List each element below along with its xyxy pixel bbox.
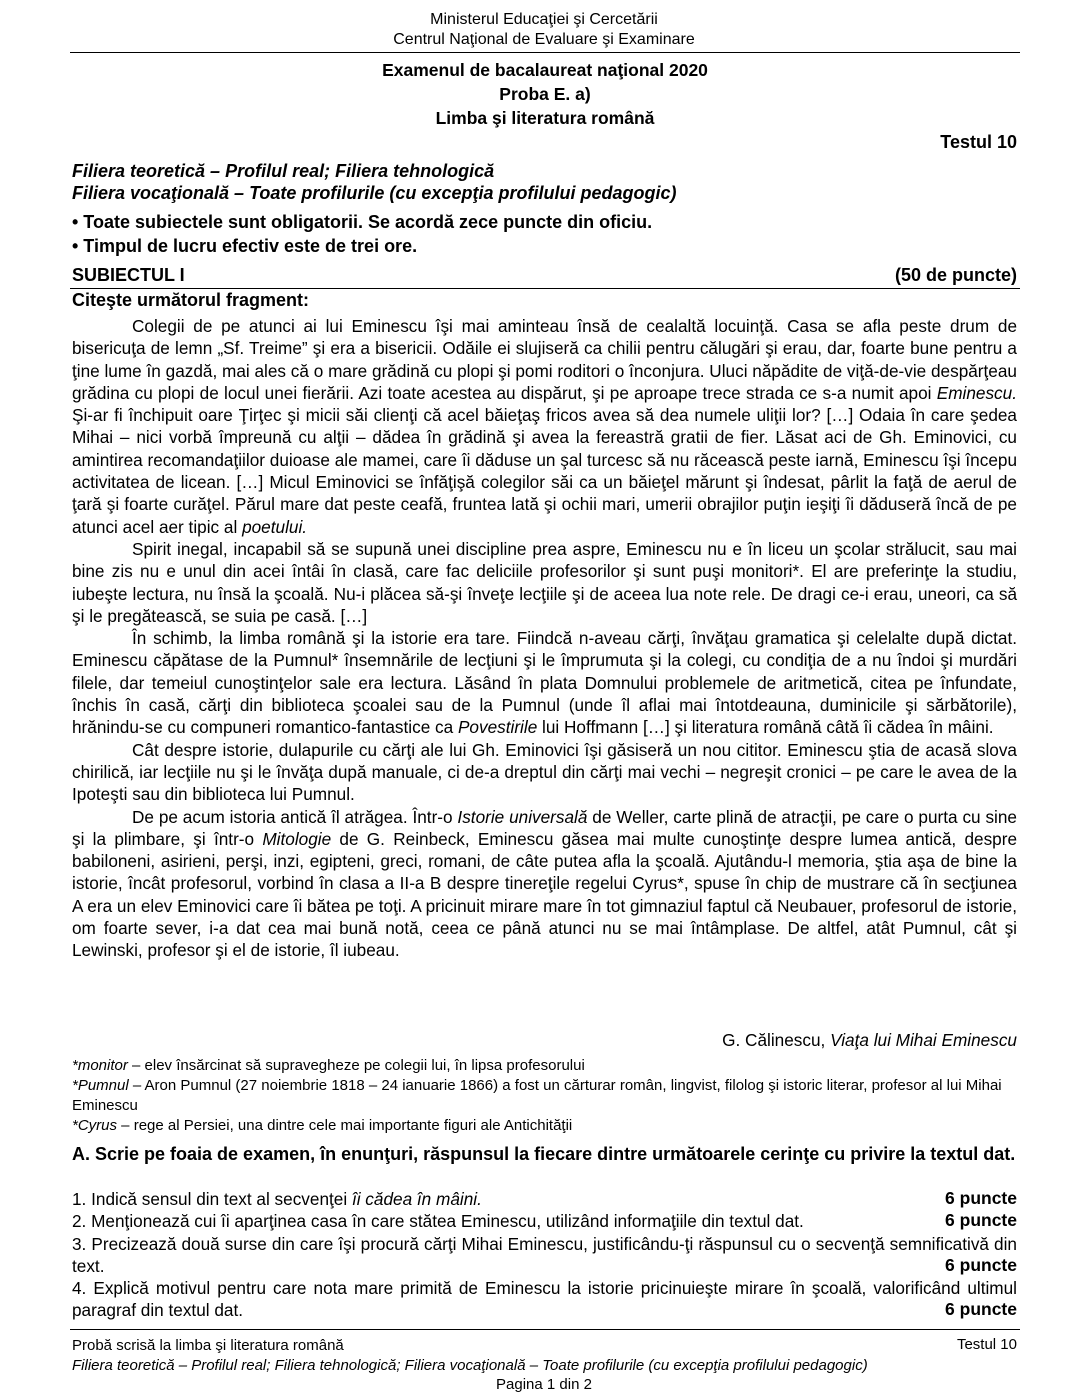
source-citation: G. Călinescu, Viaţa lui Mihai Eminescu — [722, 1030, 1017, 1050]
section-instruction: Citeşte următorul fragment: — [72, 290, 310, 310]
requirements-title: A. Scrie pe foaia de examen, în enunţuri, răspunsul la fiecare dintre următoarele cerinţe cu privire la textul dat. — [72, 1144, 1016, 1164]
footer-exam-name: Probă scrisă la limba şi literatura română — [72, 1337, 344, 1354]
footer-divider — [70, 1329, 1020, 1330]
filiera-line-1: Filiera teoretică – Profilul real; Filiera tehnologică — [72, 161, 495, 181]
section-divider — [70, 288, 1020, 289]
paragraph-1: Colegii de pe atunci ai lui Eminescu îşi mai aminteau însă de cealaltă locuinţă. Casa se afla peste drum de bisericuţa de lemn „Sf. Treime” şi era a bisericii. Odăile ei slujiseră ca chilii pentru călugări şi erau, dar, foarte bune pentru a ţine lume în gazdă, mai ales că o mare grădină cu plopi şi pomi roditori o înconjura. Uluci năpădite de viţă-de-vie despărţeau grădina cu plopi de locul unei fierării. Azi toate acestea au dispărut, şi pe aproape trece strada ce s-a numit apoi Eminescu. Şi-ar fi închipuit oare Ţirţec şi micii săi clienţi că acel băieţaş fricos avea să dea numele uliţii lor? […] Odaia în care şedea Mihai – nici vorbă împreună cu alţii – dădea în grădină şi avea la fereastră gratii de fier. Lăsat aci de Gh. Eminovici, cu amintirea recomandaţiilor duioase ale mamei, care îi dăduse un şal turcesc să nu răcească peste iarnă, Eminescu îşi începu activitatea de licean. […] Micul Eminovici se înfăţişă colegilor săi ca un băieţel mărunt şi îndesat, pârlit la faţă de aerul de ţară şi foarte curăţel. Părul mare dat peste ceafă, fruntea lată şi ochii mari, umerii obrajilor puţin ieşiţi îi dăduseră încă de pe atunci acel aer tipic al poetului. — [72, 316, 1017, 537]
footnotes — [72, 1056, 1022, 1136]
rule-item: • Toate subiectele sunt obligatorii. Se acordă zece puncte din oficiu. — [72, 212, 653, 232]
rule-item: • Timpul de lucru efectiv este de trei ore. — [72, 236, 418, 256]
footer-filiera: Filiera teoretică – Profilul real; Filiera tehnologică; Filiera vocaţională – Toate profilurile (cu excepţia profilului pedagogic) — [72, 1357, 868, 1374]
requirement-3-points: 6 puncte — [945, 1255, 1017, 1275]
paragraph-5: De pe acum istoria antică îl atrăgea. Într-o Istorie universală de Weller, carte plină de atracţii, pe care o purta cu sine şi la plimbare, şi într-o Mitologie de G. Reinbeck, Eminescu găsea mai multe cunoştinţe despre lumea antică, despre babiloneni, asirieni, perşi, inzi, egipteni, greci, romani, de câte putea afla la şcoală. Ajutându-l memoria, ştia aşa de bine la istorie, încât profesorul, vorbind în clasa a II-a B despre tinereţile regelui Cyrus*, spuse în chip de mustrare că în secţiunea A era un elev Eminovici care îi bătea pe toţi. A pricinuit mirare mare în tot gimnaziul faptul că Neubauer, profesorul de istorie, om foarte sever, i-a dat cea mai bună notă, ceea ce până atunci nu se mai întâmplase. De altfel, atât Pumnul, cât şi Lewinski, profesor şi el de istorie, îl iubeau. — [72, 806, 1017, 961]
proba-title: Proba E. a) — [499, 84, 591, 104]
center-name: Centrul Naţional de Evaluare şi Examinare — [393, 31, 695, 48]
header-divider — [70, 52, 1020, 53]
section-title: SUBIECTUL I — [72, 265, 185, 285]
paragraph-2: Spirit inegal, incapabil să se supună unei discipline prea aspre, Eminescu nu e în liceu un şcolar strălucit, sau mai bine zis nu e unul din acei întâi în clasă, care fac deliciile profesorilor şi sunt puşi monitori*. El are preferinţe la studiu, iubeşte lectura, nu însă la şcoală. Nu-i plăcea să-şi înveţe lecţiile şi de aceea lua note rele. De dragi ce-i erau, uneori, ca să şi le pregătească, se suia pe casă. […] — [72, 538, 1017, 626]
exam-title: Examenul de bacalaureat naţional 2020 — [382, 60, 708, 80]
paragraph-4: Cât despre istorie, dulapurile cu cărţi ale lui Gh. Eminovici îşi găsiseră un nou cititor. Eminescu ştia de acasă slova chirilică, iar lecţiile nu şi le învăţa după manuale, ci de-a dreptul din cărţi mai vechi – negreşit cronici – pe care le avea de la Ipoteşti sau din biblioteca lui Pumnul. — [72, 739, 1017, 805]
literary-fragment — [72, 315, 1017, 962]
footer-test-number: Testul 10 — [956, 1336, 1017, 1353]
filiera-line-2: Filiera vocaţională – Toate profilurile (cu excepţia profilului pedagogic) — [72, 183, 677, 203]
requirement-3: 3. Precizează două surse din care îşi procură cărţi Mihai Eminescu, justificându-ţi răspunsul cu o secvenţă semnificativă din text. — [72, 1234, 1017, 1277]
section-points: (50 de puncte) — [894, 265, 1017, 285]
paragraph-3: În schimb, la limba română şi la istorie era tare. Fiindcă n-aveau cărţi, învăţau gramatica şi celelalte după dictat. Eminescu căpătase de la Pumnul* însemnările de lecţiuni şi le împrumuta şi la colegi, cu condiţia de a nu îndoi şi murdări filele, dar temeiul cunoştinţelor sale era lectura. Lăsând în plata Domnului problemele de aritmetică, citea pe înfundate, închis în casă, cărţi din biblioteca şcoalei sau de la Pumnul (unde îl aflai mai întotdeauna, duminicile şi sărbătorile), hrănindu-se cu compuneri romantico-fantastice ca Povestirile lui Hoffmann […] şi literatura română câtă îi cădea în mâini. — [72, 628, 1017, 738]
header-institution — [0, 10, 1080, 50]
subject-title: Limba şi literatura română — [435, 108, 655, 128]
page-number: Pagina 1 din 2 — [496, 1376, 592, 1393]
requirement-1-points: 6 puncte — [945, 1188, 1017, 1208]
requirement-2-points: 6 puncte — [945, 1210, 1017, 1230]
footnote: *Cyrus – rege al Persiei, una dintre cele mai importante figuri ale Antichităţii — [72, 1117, 573, 1134]
footnote: *Pumnul – Aron Pumnul (27 noiembrie 1818 – 24 ianuarie 1866) a fost un cărturar român, lingvist, filolog şi istoric literar, profesor al lui Mihai Eminescu — [72, 1077, 1002, 1114]
ministry-name: Ministerul Educaţiei şi Cercetării — [430, 11, 658, 28]
requirement-4-points: 6 puncte — [945, 1299, 1017, 1319]
footnote: *monitor – elev însărcinat să supravegheze pe colegii lui, în lipsa profesorului — [72, 1057, 585, 1074]
test-number: Testul 10 — [940, 132, 1017, 152]
requirement-1: 1. Indică sensul din text al secvenţei îi cădea în mâini. — [72, 1189, 482, 1209]
requirement-4: 4. Explică motivul pentru care nota mare primită de Eminescu la istorie pricinuieşte mirare în şcoală, valorificând ultimul paragraf din textul dat. — [72, 1278, 1017, 1321]
requirement-2: 2. Menţionează cui îi aparţinea casa în care stătea Eminescu, utilizând informaţiile din textul dat. — [72, 1211, 804, 1231]
